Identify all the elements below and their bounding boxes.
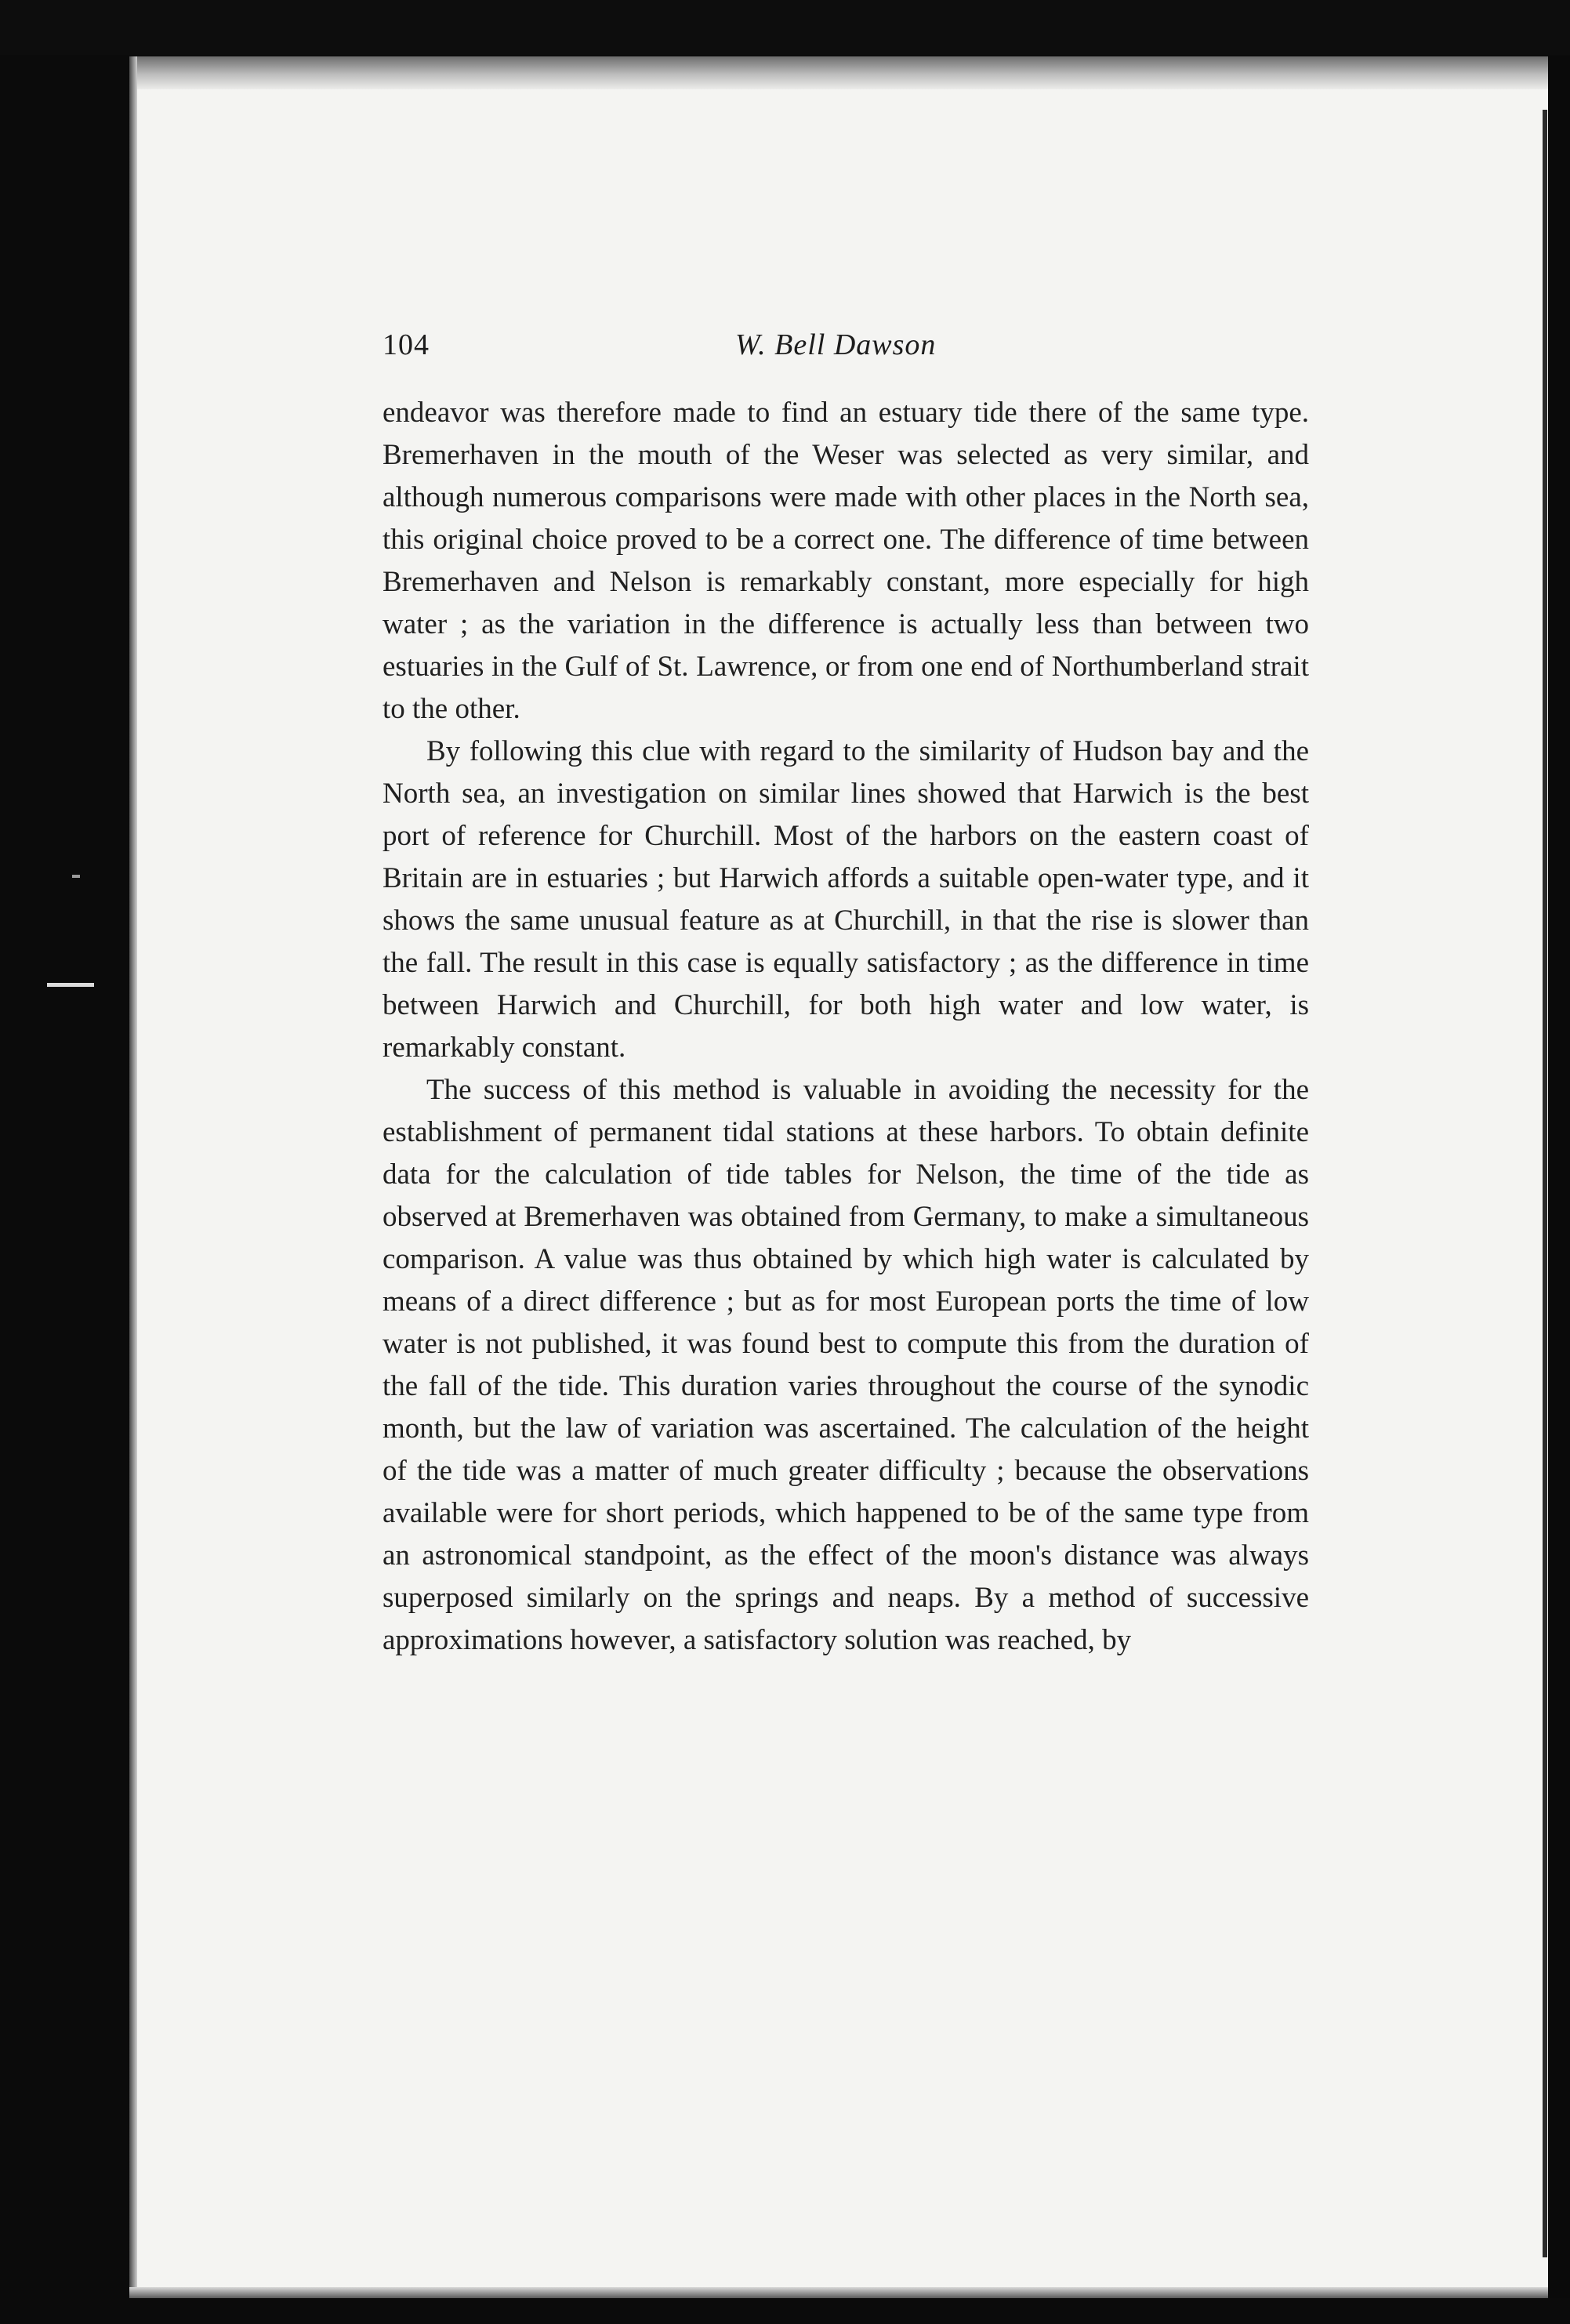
book-spine [1548,56,1570,2324]
margin-mark-small [72,875,80,878]
scan-top-border [0,0,1570,55]
margin-mark [47,983,94,987]
paragraph-1: endeavor was therefore made to find an estuary tide there of the same type. Bremerhaven in the mouth of the Weser was selected as very similar, and although numerous comparisons were made with other places in the North sea, this original choice proved to be a correct one. The difference of time between Bremerhaven and Nelson is remarkably constant, more especially for high water ; as the variation in the difference is actually less than between two estuaries in the Gulf of St. Lawrence, or from one end of Northumberland strait to the other. [383,397,1309,725]
paragraph-2: By following this clue with regard to the similarity of Hudson bay and the North sea, an investigation on similar lines showed that Harwich is the best port of reference for Churchill. Most of the harbors on the eastern coast of Britain are in estuaries ; but Harwich affords a suitable open-water type, and it shows the same unusual feature as at Churchill, in that the rise is slower than the fall. The result in this case is equally satisfactory ; as the difference in time between Harwich and Churchill, for both high water and low water, is remarkably constant. [383,735,1309,1064]
page-number: 104 [383,328,430,361]
page-header [383,328,1309,375]
page-left-shadow [129,56,137,2298]
paragraph-3: The success of this method is valuable in avoiding the necessity for the establishment of permanent tidal stations at these harbors. To obtain definite data for the calculation of tide tables for Nelson, the time of the tide as observed at Bremerhaven was obtained from Germany, to make a simultaneous comparison. A value was thus obtained by which high water is calculated by means of a direct difference ; but as for most European ports the time of low water is not published, it was found best to compute this from the duration of the fall of the tide. This duration varies throughout the course of the synodic month, but the law of variation was ascertained. The calculation of the height of the tide was a matter of much greater difficulty ; because the observations available were for short periods, which happened to be of the same type from an astronomical standpoint, as the effect of the moon's distance was always superposed similarly on the springs and neaps. By a method of successive approximations however, a satisfactory solution was reached, by [383,1074,1309,1656]
page-body [383,392,1309,1662]
page-bottom-shadow [129,2287,1548,2298]
page-top-shadow [129,56,1548,89]
running-head: W. Bell Dawson [735,328,937,361]
page-gutter-line [1543,110,1547,2257]
scan-bottom-border [0,2298,1570,2324]
